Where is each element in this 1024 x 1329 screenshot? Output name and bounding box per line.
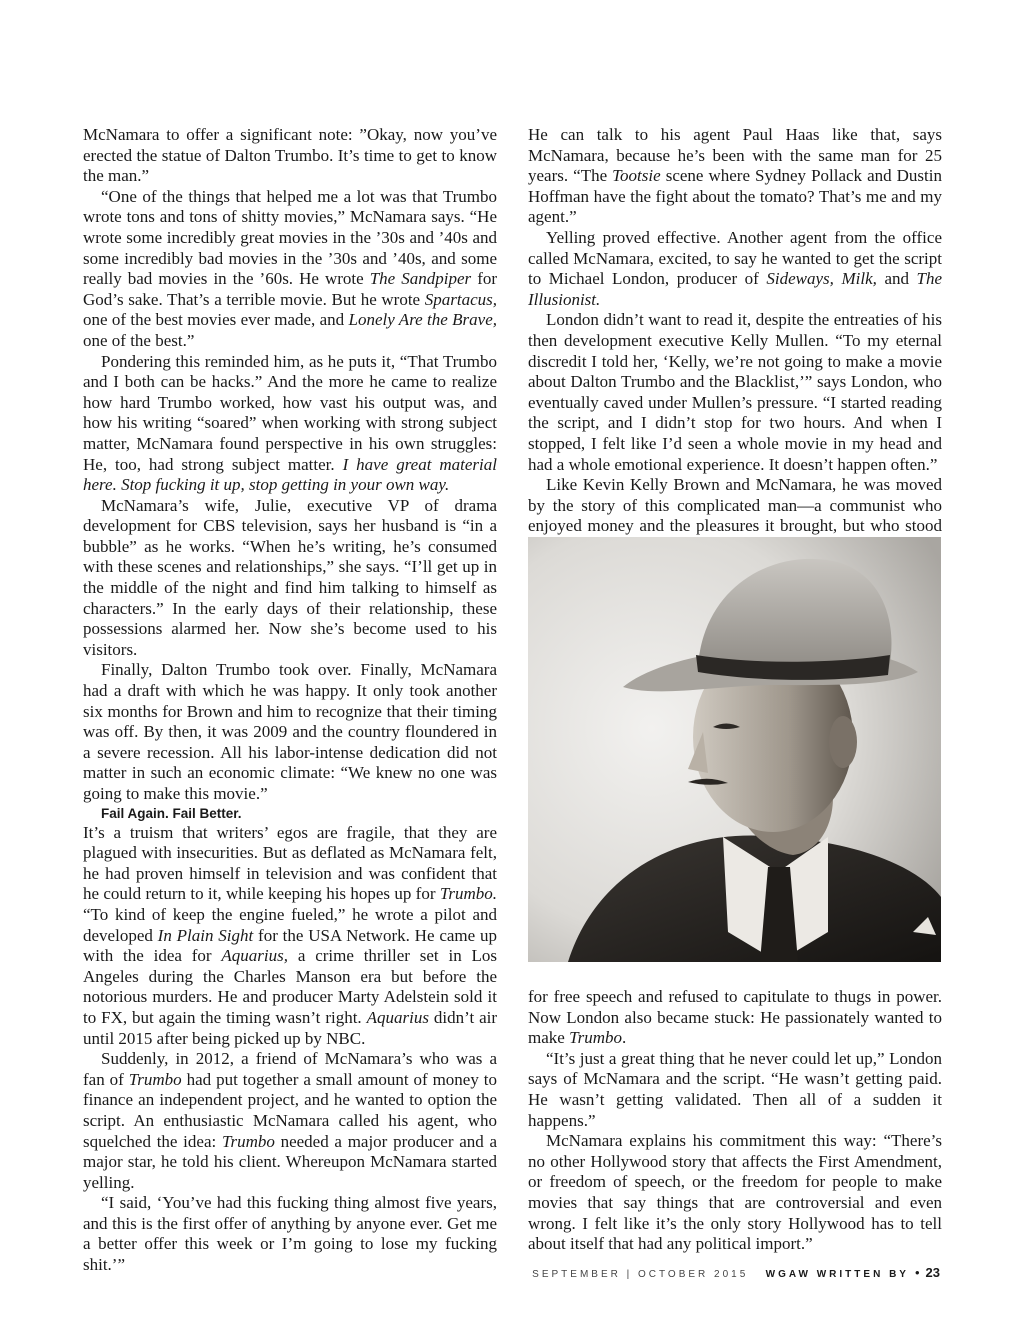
paragraph: McNamara explains his commitment this way: “There’s no other Hollywood story that affects the First Amendment, or freedom of speech, or the freedom for people to make movies that say things that are controversial and even wrong. I felt like it’s the only story Hollywood has to tell about itself that had any political import.” xyxy=(528,1131,942,1254)
right-column-top xyxy=(528,125,942,557)
paragraph: “It’s just a great thing that he never could let up,” London says of McNamara and the script. “He wasn’t getting paid. He wasn’t getting validated. Then all of a sudden it happens.” xyxy=(528,1048,942,1130)
paragraph: He can talk to his agent Paul Haas like that, says McNamara, because he’s been with the same man for 25 years. “The Tootsie scene where Sydney Pollack and Dustin Hoffman have the fight about the tomato? That’s me and my agent.” xyxy=(528,125,942,227)
section-heading: Fail Again. Fail Better. xyxy=(101,805,242,821)
portrait-photo xyxy=(528,537,941,962)
paragraph: McNamara to offer a significant note: ”Okay, now you’ve erected the statue of Dalton Trumbo. It’s time to get to know the man.” xyxy=(83,125,497,186)
paragraph: for free speech and refused to capitulate to thugs in power. Now London also became stuck: He passionately wanted to make Trumbo. xyxy=(528,987,942,1048)
right-column-bottom xyxy=(528,987,942,1255)
paragraph: Pondering this reminded him, as he puts it, “That Trumbo and I both can be hacks.” And the more he came to realize how hard Trumbo worked, how vast his output was, and how his writing “soared” when working with strong subject matter, McNamara found perspective in his own struggles: He, too, had strong subject matter. I have great material here. Stop fucking it up, stop getting in your own way. xyxy=(83,351,497,495)
publication-name: WGAW WRITTEN BY xyxy=(765,1269,909,1280)
paragraph: McNamara’s wife, Julie, executive VP of drama development for CBS television, says her husband is “in a bubble” as he works. “When he’s writing, he’s consumed with these scenes and relationships,” she says. “I’ll get up in the middle of the night and find him talking to himself as characters.” In the early days of their relationship, these possessions alarmed her. Now she’s become used to his visitors. xyxy=(83,495,497,659)
paragraph: Yelling proved effective. Another agent from the office called McNamara, excited, to say he wanted to get the script to Michael London, producer of Sideways, Milk, and The Illusionist. xyxy=(528,227,943,309)
paragraph: Suddenly, in 2012, a friend of McNamara’s who was a fan of Trumbo had put together a small amount of money to finance an independent project, and he wanted to option the script. An enthusiastic McNamara called his agent, who squelched the idea: Trumbo needed a major producer and a major star, he told his client. Whereupon McNamara started yelling. xyxy=(83,1049,498,1192)
left-column xyxy=(83,125,497,1276)
paragraph: “One of the things that helped me a lot was that Trumbo wrote tons and tons of shitty movies,” McNamara says. “He wrote some incredibly great movies in the ’30s and ’40s and some incredibly bad movies in the ’30s and ’40s, and some really bad movies in the ’60s. He wrote The Sandpiper for God’s sake. That’s a terrible movie. But he wrote Spartacus, one of the best movies ever made, and Lonely Are the Brave, one of the best.” xyxy=(83,186,498,350)
paragraph: “I said, ‘You’ve had this fucking thing almost five years, and this is the first offer of anything by anyone ever. Get me a better offer this week or I’m going to lose my fucking shit.’” xyxy=(83,1193,497,1275)
separator-dot: • xyxy=(914,1265,920,1280)
paragraph: London didn’t want to read it, despite the entreaties of his then development executive Kelly Mullen. “To my eternal discredit I told her, ‘Kelly, we’re not going to make a movie about Dalton Trumbo and the Blacklist,’” says London, who eventually caved under Mullen’s pressure. “I started reading the script, and I didn’t stop for two hours. And when I stopped, I felt like I’d seen a whole movie in my head and had a whole emotional experience. It doesn’t happen often.” xyxy=(528,310,942,474)
paragraph: Like Kevin Kelly Brown and McNamara, he was moved by the story of this complicated man—a communist who enjoyed money and the pleasures it brought, but who stood xyxy=(528,475,942,536)
paragraph: It’s a truism that writers’ egos are fragile, that they are plagued with insecurities. But as deflated as McNamara felt, he had proven himself in television and was confident that he could return to it, while keeping his hopes up for Trumbo. “To kind of keep the engine fueled,” he wrote a pilot and developed In Plain Sight for the USA Network. He came up with the idea for Aquarius, a crime thriller set in Los Angeles during the Charles Manson era but before the notorious murders. He and producer Marty Adelstein sold it to FX, but again the timing wasn’t right. Aquarius didn’t air until 2015 after being picked up by NBC. xyxy=(83,822,498,1048)
page-footer xyxy=(532,1265,940,1280)
paragraph: Finally, Dalton Trumbo took over. Finally, McNamara had a draft with which he was happy. It only took another six months for Brown and him to recognize that their timing was off. By then, it was 2009 and the country floundered in a severe recession. All his labor-intense dedication did not matter in such an economic climate: “We knew no one was going to make this movie.” xyxy=(83,660,497,803)
page-number: 23 xyxy=(925,1265,940,1280)
issue-date: SEPTEMBER | OCTOBER 2015 xyxy=(532,1269,749,1280)
